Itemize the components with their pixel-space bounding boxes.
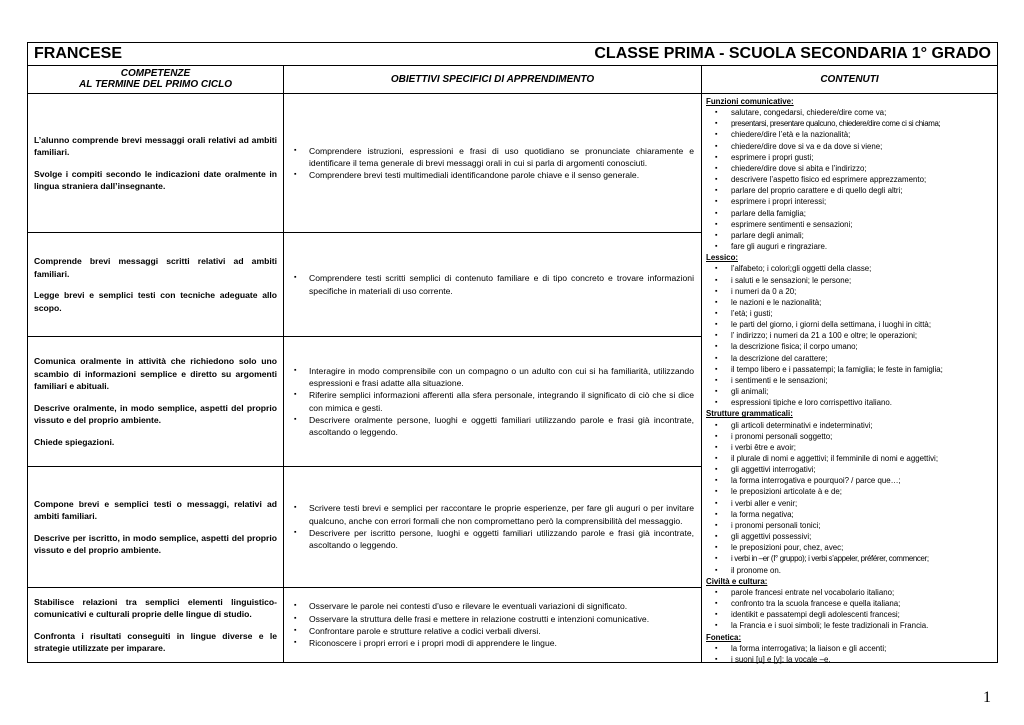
content-item: ▪ parlare degli animali;	[731, 230, 1024, 241]
obiettivi-cell-4	[284, 467, 701, 587]
competenze-text: Confronta i risultati conseguiti in lingue diverse e le strategie utilizzate per imparare.	[34, 630, 277, 653]
header-competenze-line2: AL TERMINE DEL PRIMO CICLO	[79, 79, 232, 90]
obiettivo-item: ▪ Osservare le parole nei contesti d’uso e rilevare le eventuali variazioni di significato.	[292, 600, 694, 612]
obiettivi-cell-1	[284, 94, 701, 232]
competenze-cell-1	[28, 94, 283, 232]
obiettivo-item: ▪ Interagire in modo comprensibile con un compagno o un adulto con cui si ha familiarità, utilizzando espressioni e frasi adatte alla situazione.	[292, 365, 694, 390]
header-obiettivi-label: OBIETTIVI SPECIFICI DI APPRENDIMENTO	[390, 73, 595, 85]
content-item: ▪ identikit e passatempi degli adolescenti francesi;	[731, 609, 1024, 620]
content-item: ▪ l’alfabeto; i colori;gli oggetti della classe;	[731, 263, 1024, 274]
content-item: ▪ la forma interrogativa e pourquoi? / parce que…;	[731, 475, 1024, 486]
content-item: ▪ i saluti e le sensazioni; le persone;	[731, 275, 1024, 286]
content-item: ▪ le nazioni e le nazionalità;	[731, 297, 1024, 308]
content-item: ▪ fare gli auguri e ringraziare.	[731, 241, 1024, 252]
content-item: ▪ la descrizione fisica; il corpo umano;	[731, 341, 1024, 352]
content-item: ▪ il plurale di nomi e aggettivi; il femminile di nomi e aggettivi;	[731, 453, 1024, 464]
header-competenze-line1: COMPETENZE	[120, 68, 191, 79]
competenze-text: Comprende brevi messaggi scritti relativi ad ambiti familiari.	[34, 256, 277, 279]
content-item: ▪ parlare del proprio carattere e di quello degli altri;	[731, 185, 1024, 196]
competenze-text: Compone brevi e semplici testi o messaggi, relativi ad ambiti familiari.	[34, 498, 277, 521]
competenze-text: Chiede spiegazioni.	[34, 436, 115, 447]
content-item: ▪ la forma negativa;	[731, 509, 1024, 520]
competenze-cell-3	[28, 337, 283, 466]
subject-title: FRANCESE	[34, 45, 123, 62]
content-item: ▪ descrivere l’aspetto fisico ed esprimere apprezzamento;	[731, 174, 1024, 185]
content-item: ▪ salutare, congedarsi, chiedere/dire come va;	[731, 107, 1024, 118]
page-number: 1	[983, 689, 991, 706]
content-item: ▪ la descrizione del carattere;	[731, 353, 1024, 364]
content-item: ▪ esprimere sentimenti e sensazioni;	[731, 219, 1024, 230]
obiettivo-item: ▪ Confrontare parole e strutture relative a codici verbali diversi.	[292, 625, 694, 637]
content-item: ▪ i suoni [u] e [y]; la vocale –e.	[731, 654, 1024, 665]
content-item: ▪ gli articoli determinativi e indeterminativi;	[731, 420, 1024, 431]
obiettivi-cell-5	[284, 588, 701, 662]
content-item: ▪ la forma interrogativa; la liaison e gli accenti;	[731, 643, 1024, 654]
obiettivo-item: ▪ Descrivere per iscritto persone, luoghi e oggetti familiari utilizzando parole e frasi già incontrate, ascoltando o leggendo.	[292, 527, 694, 552]
content-item: ▪ chiedere/dire dove si va e da dove si viene;	[731, 141, 1024, 152]
content-item: ▪ l’ indirizzo; i numeri da 21 a 100 e oltre; le operazioni;	[731, 330, 1024, 341]
content-item: ▪ la Francia e i suoi simboli; le feste tradizionali in Francia.	[731, 620, 1024, 631]
header-obiettivi	[284, 65, 702, 94]
obiettivo-item: ▪ Comprendere testi scritti semplici di contenuto familiare e di tipo concreto e trovare informazioni specifiche in materiali di uso corrente.	[292, 272, 694, 297]
obiettivo-item: ▪ Comprendere istruzioni, espressioni e frasi di uso quotidiano se pronunciate chiaramente e identificare il tema generale di brevi messaggi orali in cui si parla di argomenti conosciuti.	[292, 145, 694, 170]
content-item: ▪ gli aggettivi interrogativi;	[731, 464, 1024, 475]
obiettivi-cell-2	[284, 233, 701, 336]
obiettivo-item: ▪ Osservare la struttura delle frasi e mettere in relazione costrutti e intenzioni comunicative.	[292, 613, 694, 625]
content-item: ▪ i pronomi personali tonici;	[731, 520, 1024, 531]
class-title: CLASSE PRIMA - SCUOLA SECONDARIA 1° GRADO	[594, 45, 991, 62]
obiettivi-cell-3	[284, 337, 701, 466]
content-item: ▪ i sentimenti e le sensazioni;	[731, 375, 1024, 386]
competenze-cell-4	[28, 467, 283, 587]
competenze-column	[28, 94, 284, 662]
competenze-text: Descrive per iscritto, in modo semplice, aspetti del proprio vissuto e del proprio ambiente.	[34, 532, 277, 555]
content-item: ▪ le preposizioni articolate à e de;	[731, 486, 1024, 497]
header-competenze	[28, 65, 284, 94]
competenze-text: Legge brevi e semplici testi con tecniche adeguate allo scopo.	[34, 290, 277, 313]
obiettivo-item: ▪ Comprendere brevi testi multimediali identificandone parole chiave e il senso generale.	[292, 169, 694, 181]
competenze-text: Descrive oralmente, in modo semplice, aspetti del proprio vissuto e del proprio ambiente.	[34, 402, 277, 425]
content-item: ▪ gli animali;	[731, 386, 1024, 397]
competenze-text: Comunica oralmente in attività che richiedono solo uno scambio di informazioni semplice e diretto su argomenti familiari e abituali.	[34, 356, 277, 391]
content-item: ▪ parlare della famiglia;	[731, 208, 1024, 219]
section-title: Strutture grammaticali:	[706, 409, 793, 419]
content-item: ▪ i numeri da 0 a 20;	[731, 286, 1024, 297]
content-item: ▪ chiedere/dire l’età e la nazionalità;	[731, 129, 1024, 140]
content-item: ▪ le parti del giorno, i giorni della settimana, i luoghi in città;	[731, 319, 1024, 330]
obiettivo-item: ▪ Riferire semplici informazioni afferenti alla sfera personale, integrando il significato di ciò che si dice con mimica e gesti.	[292, 389, 694, 414]
content-item: ▪ il tempo libero e i passatempi; la famiglia; le feste in famiglia;	[731, 364, 1024, 375]
curriculum-table	[27, 42, 998, 663]
content-item: ▪ il pronome on.	[731, 565, 1024, 576]
competenze-text: L’alunno comprende brevi messaggi orali relativi ad ambiti familiari.	[34, 134, 277, 157]
header-contenuti-label: CONTENUTI	[820, 73, 879, 85]
competenze-cell-5	[28, 588, 283, 662]
content-item: ▪ presentarsi, presentare qualcuno, chiedere/dire come ci si chiama;	[731, 118, 1024, 129]
content-item: ▪ i pronomi personali soggetto;	[731, 431, 1024, 442]
content-item: ▪ esprimere i propri gusti;	[731, 152, 1024, 163]
content-item: ▪ gli aggettivi possessivi;	[731, 531, 1024, 542]
obiettivi-column	[284, 94, 702, 662]
content-item: ▪ i verbi être e avoir;	[731, 442, 1024, 453]
section-title: Civiltà e cultura:	[706, 576, 768, 586]
title-row	[28, 43, 997, 66]
content-item: ▪ confronto tra la scuola francese e quella italiana;	[731, 598, 1024, 609]
section-title: Fonetica:	[706, 632, 742, 642]
header-contenuti	[702, 65, 997, 94]
contenuti-column	[702, 94, 1024, 664]
competenze-cell-2	[28, 233, 283, 336]
obiettivo-item: ▪ Scrivere testi brevi e semplici per raccontare le proprie esperienze, per fare gli auguri o per invitare qualcuno, anche con errori formali che non compromettano però la comprensibilità del messaggio.	[292, 502, 694, 527]
obiettivo-item: ▪ Riconoscere i propri errori e i propri modi di apprendere le lingue.	[292, 637, 694, 649]
content-item: ▪ l’età; i gusti;	[731, 308, 1024, 319]
content-item: ▪ i verbi aller e venir;	[731, 498, 1024, 509]
content-item: ▪ esprimere i propri interessi;	[731, 196, 1024, 207]
content-item: ▪ espressioni tipiche e loro corrispettivo italiano.	[731, 397, 1024, 408]
obiettivo-item: ▪ Descrivere oralmente persone, luoghi e oggetti familiari utilizzando parole e frasi già incontrate, ascoltando o leggendo.	[292, 414, 694, 439]
section-title: Funzioni comunicative:	[706, 97, 794, 106]
content-item: ▪ le preposizioni pour, chez, avec;	[731, 542, 1024, 553]
content-item: ▪ parole francesi entrate nel vocabolario italiano;	[731, 587, 1024, 598]
section-title: Lessico:	[706, 253, 739, 263]
content-item: ▪ chiedere/dire dove si abita e l’indirizzo;	[731, 163, 1024, 174]
content-item: ▪ i verbi in –er (I° gruppo); i verbi s’appeler, préférer, commencer;	[731, 553, 1024, 564]
competenze-text: Stabilisce relazioni tra semplici elementi linguistico-comunicativi e culturali proprie delle lingue di studio.	[34, 596, 277, 619]
competenze-text: Svolge i compiti secondo le indicazioni date oralmente in lingua straniera dall’insegnante.	[34, 168, 277, 191]
